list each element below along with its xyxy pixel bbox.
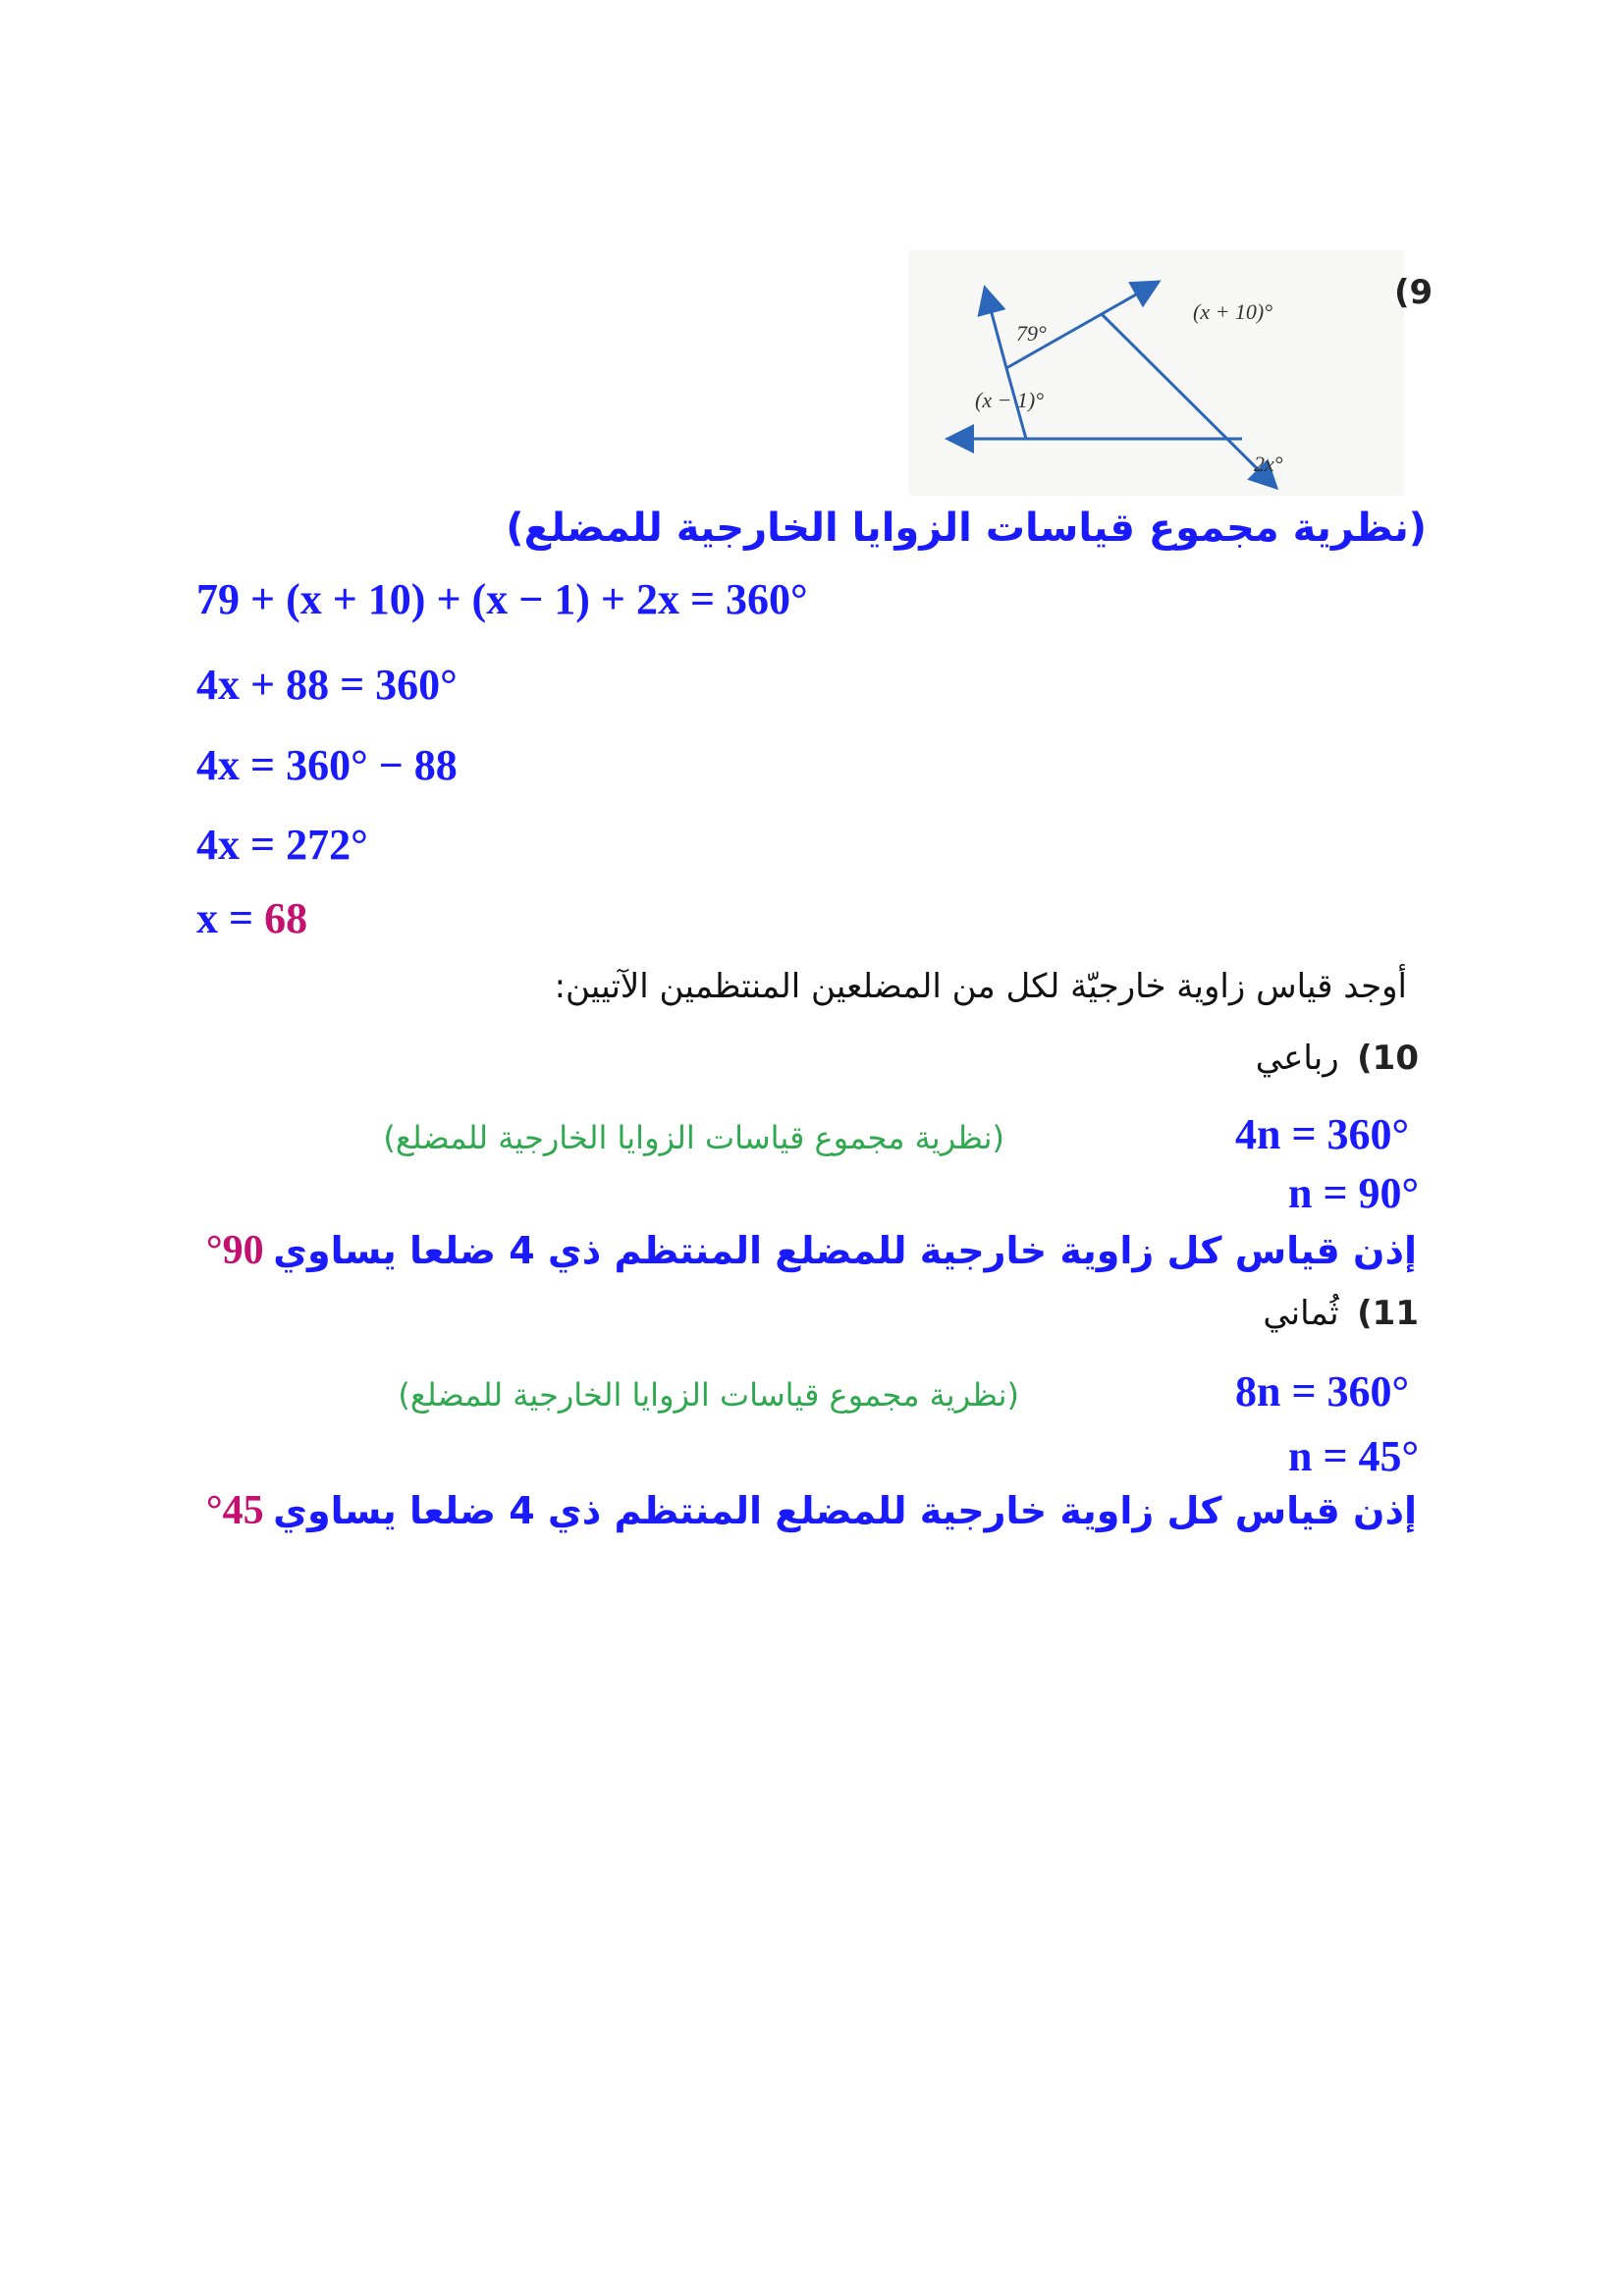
problem9-step-1: 79 + (x + 10) + (x − 1) + 2x = 360° xyxy=(196,575,808,623)
problem9-answer xyxy=(196,893,307,943)
problem9-theorem: (نظرية مجموع قياسات الزوايا الخارجية للمضلع) xyxy=(506,506,1427,551)
problem11-conclusion-value: 45° xyxy=(205,1488,264,1533)
problem11-theorem: (نظرية مجموع قياسات الزوايا الخارجية للمضلع) xyxy=(398,1376,1019,1414)
angle-label-79: 79° xyxy=(1016,321,1047,346)
instructions: أوجد قياس زاوية خارجيّة لكل من المضلعين المنتظمين الآتيين: xyxy=(554,967,1407,1006)
problem11-header xyxy=(1263,1294,1419,1333)
ray-bottom-right xyxy=(1102,314,1276,488)
problem10-header xyxy=(1256,1039,1419,1078)
problem10-conclusion xyxy=(206,1227,1417,1274)
problem10-eq2: n = 90° xyxy=(1288,1169,1420,1217)
problem11-conclusion xyxy=(206,1487,1417,1534)
problem11-conclusion-text: إذن قياس كل زاوية خارجية للمضلع المنتظم ذي 4 ضلعا يساوي xyxy=(273,1489,1417,1532)
ray-top-left xyxy=(985,288,1006,368)
problem10-number: 10) xyxy=(1357,1039,1419,1078)
problem11-label: ثُماني xyxy=(1263,1294,1339,1333)
angle-label-x-minus-1: (x − 1)° xyxy=(975,388,1045,412)
problem9-step-2: 4x + 88 = 360° xyxy=(196,661,458,709)
problem10-theorem: (نظرية مجموع قياسات الزوايا الخارجية للمضلع) xyxy=(383,1119,1004,1156)
angle-label-2x: 2x° xyxy=(1254,452,1283,476)
problem10-label: رباعي xyxy=(1255,1039,1339,1078)
problem10-conclusion-value: 90° xyxy=(205,1228,264,1273)
angle-label-x-plus-10: (x + 10)° xyxy=(1193,299,1273,324)
problem10-eq1: 4n = 360° xyxy=(1235,1110,1410,1158)
problem11-eq1: 8n = 360° xyxy=(1235,1367,1410,1415)
problem10-conclusion-text: إذن قياس كل زاوية خارجية للمضلع المنتظم ذي 4 ضلعا يساوي xyxy=(273,1229,1417,1272)
problem9-step-3: 4x = 360° − 88 xyxy=(196,741,458,789)
polygon-diagram xyxy=(908,250,1404,496)
problem9-number: (9 xyxy=(1394,273,1434,312)
problem9-answer-prefix: x = xyxy=(196,894,265,942)
problem9-figure xyxy=(908,250,1404,496)
problem11-number: 11) xyxy=(1357,1294,1419,1333)
problem11-eq2: n = 45° xyxy=(1288,1432,1420,1480)
problem9-answer-value: 68 xyxy=(264,894,308,942)
problem9-step-4: 4x = 272° xyxy=(196,821,368,869)
